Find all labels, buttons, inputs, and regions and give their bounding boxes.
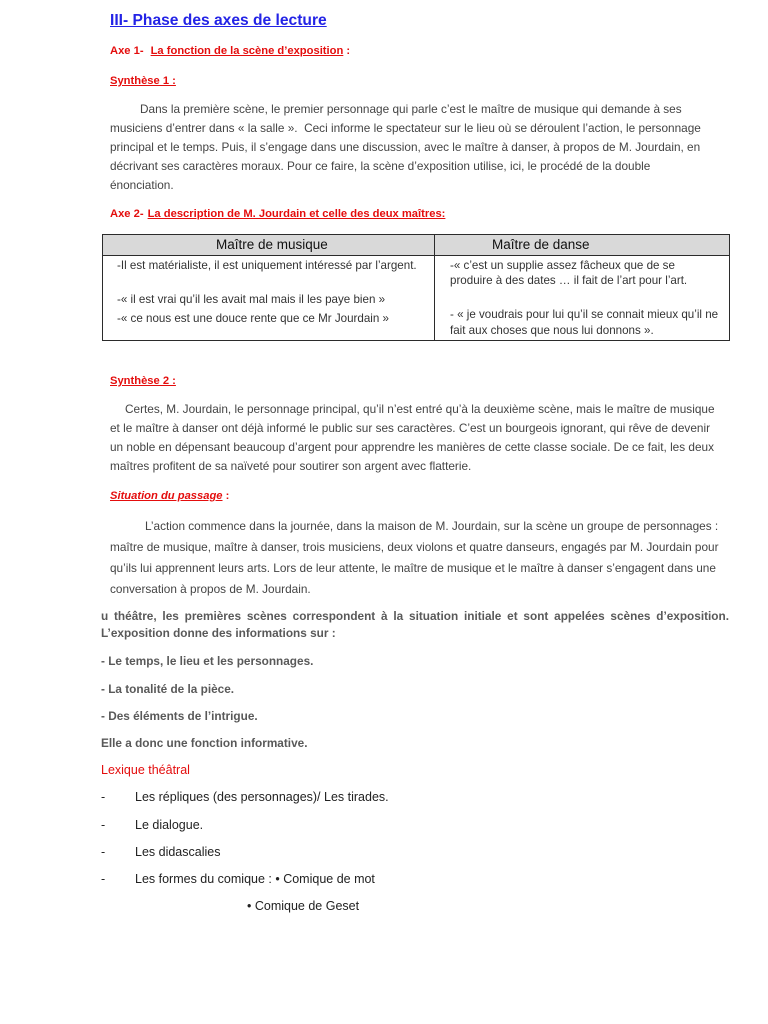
table-line: -« il est vrai qu’il les avait mal mais il les paye bien » — [117, 293, 386, 306]
exposition-item: - La tonalité de la pièce. — [101, 682, 235, 696]
synthese-2-heading — [110, 373, 176, 389]
list-dash: - — [101, 818, 106, 832]
lexique-item-label: Le dialogue. — [135, 818, 204, 832]
exposition-item: - Le temps, le lieu et les personnages. — [101, 654, 314, 668]
synthese-2-paragraph — [110, 400, 715, 476]
axe-2-prefix: Axe 2- — [110, 208, 144, 220]
table-line: produire à des dates … il fait de l’art pour l’art. — [450, 274, 688, 287]
axe-1-heading — [110, 43, 350, 59]
axe-1-label: La fonction de la scène d’exposition — [150, 45, 344, 57]
table-header-danse: Maître de danse — [492, 237, 590, 252]
exposition-line: u théâtre, les premières scènes correspondent à la situation initiale et sont appelées scènes d’exposition. — [101, 609, 729, 623]
paragraph-line: et le maître à danser ont déjà informé le public sur ses caractères. C’est un bourgeois ignorant, qui rêve de devenir — [110, 421, 710, 435]
lexique-item-label: Les répliques (des personnages)/ Les tirades. — [135, 790, 389, 804]
table-line: -« c’est un supplie assez fâcheux que de se — [450, 259, 675, 272]
synthese-1-paragraph — [110, 100, 701, 195]
table-header-musique: Maître de musique — [103, 235, 435, 255]
synthese-1-heading — [110, 73, 176, 89]
section-title: III- Phase des axes de lecture — [110, 12, 327, 29]
exposition-paragraph — [101, 608, 729, 642]
comparison-table — [102, 234, 730, 341]
situation-heading — [110, 488, 229, 504]
danse-quote-1 — [450, 258, 729, 288]
paragraph-line: conversation à propos de M. Jourdain. — [110, 582, 311, 596]
paragraph-line: décrivant ses caractères moraux. Pour ce faire, la scène d’exposition utilise, ici, le procédé de la double — [110, 159, 651, 173]
axe-1-suffix: : — [343, 45, 351, 57]
paragraph-line: Certes, M. Jourdain, le personnage principal, qu’il n’est entré qu’à la deuxième scène, mais le maître de musique — [125, 402, 715, 416]
paragraph-line: maîtres profitent de sa naïveté pour soutirer son argent avec flatterie. — [110, 459, 472, 473]
table-cell-musique — [103, 256, 435, 340]
list-dash: - — [101, 845, 106, 859]
list-dash: - — [101, 790, 106, 804]
lexique-item — [101, 870, 375, 888]
axe-1-prefix: Axe 1- — [110, 45, 144, 57]
lexique-item-label: Les formes du comique : • Comique de mot — [135, 872, 375, 886]
lexique-sub-item: • Comique de Geset — [247, 899, 360, 913]
danse-quote-2 — [450, 307, 729, 339]
lexique-item-label: Les didascalies — [135, 845, 221, 859]
synthese-2-label: Synthèse 2 : — [110, 375, 176, 387]
paragraph-line: un noble en dépensant beaucoup d’argent pour apprendre les manières de cette classe sociale. De ce fait, les deux — [110, 440, 715, 454]
table-line: fait aux choses que nous lui donnons ». — [450, 324, 654, 337]
lexique-item — [101, 816, 203, 834]
lexique-title: Lexique théâtral — [101, 763, 190, 777]
situation-paragraph — [110, 516, 719, 600]
paragraph-line: Dans la première scène, le premier personnage qui parle c’est le maître de musique qui demande à ses — [140, 102, 682, 116]
table-line: - « je voudrais pour lui qu’il se connait mieux qu’il ne — [450, 308, 719, 321]
lexique-item — [101, 843, 220, 861]
axe-2-heading — [110, 206, 445, 222]
table-line: -« ce nous est une douce rente que ce Mr Jourdain » — [117, 312, 389, 325]
musique-quotes — [117, 290, 434, 328]
paragraph-line: L’action commence dans la journée, dans la maison de M. Jourdain, sur la scène un groupe de personnages : — [145, 519, 719, 533]
situation-label: Situation du passage — [110, 490, 223, 502]
exposition-conclusion: Elle a donc une fonction informative. — [101, 736, 308, 750]
paragraph-line: qu’ils lui apprennent leurs arts. Lors de leur attente, le maître de musique et le maître à danser s’engagent dans une — [110, 561, 716, 575]
paragraph-line: maître de musique, maître à danser, trois musiciens, deux violons et quatre danseurs, engagés par M. Jourdain pour — [110, 540, 719, 554]
paragraph-line: énonciation. — [110, 178, 174, 192]
table-cell-danse — [435, 256, 729, 340]
exposition-item: - Des éléments de l’intrigue. — [101, 709, 258, 723]
lexique-item — [101, 788, 389, 806]
axe-2-label: La description de M. Jourdain et celle des deux maîtres: — [147, 208, 446, 220]
musique-point — [117, 258, 434, 273]
situation-suffix: : — [222, 490, 230, 502]
exposition-line: L’exposition donne des informations sur : — [101, 626, 336, 640]
list-dash: - — [101, 872, 106, 886]
table-body-row — [103, 256, 729, 340]
synthese-1-label: Synthèse 1 : — [110, 75, 176, 87]
paragraph-line: principal et le temps. Puis, il s’engage dans une discussion, avec le maître à danser, à propos de M. Jourdain, en — [110, 140, 701, 154]
paragraph-line: musiciens d’entrer dans « la salle ». Ceci informe le spectateur sur le lieu où se déroulent l’action, le personnage — [110, 121, 701, 135]
table-line: -Il est matérialiste, il est uniquement intéressé par l’argent. — [117, 259, 417, 272]
table-header-row — [103, 235, 729, 256]
